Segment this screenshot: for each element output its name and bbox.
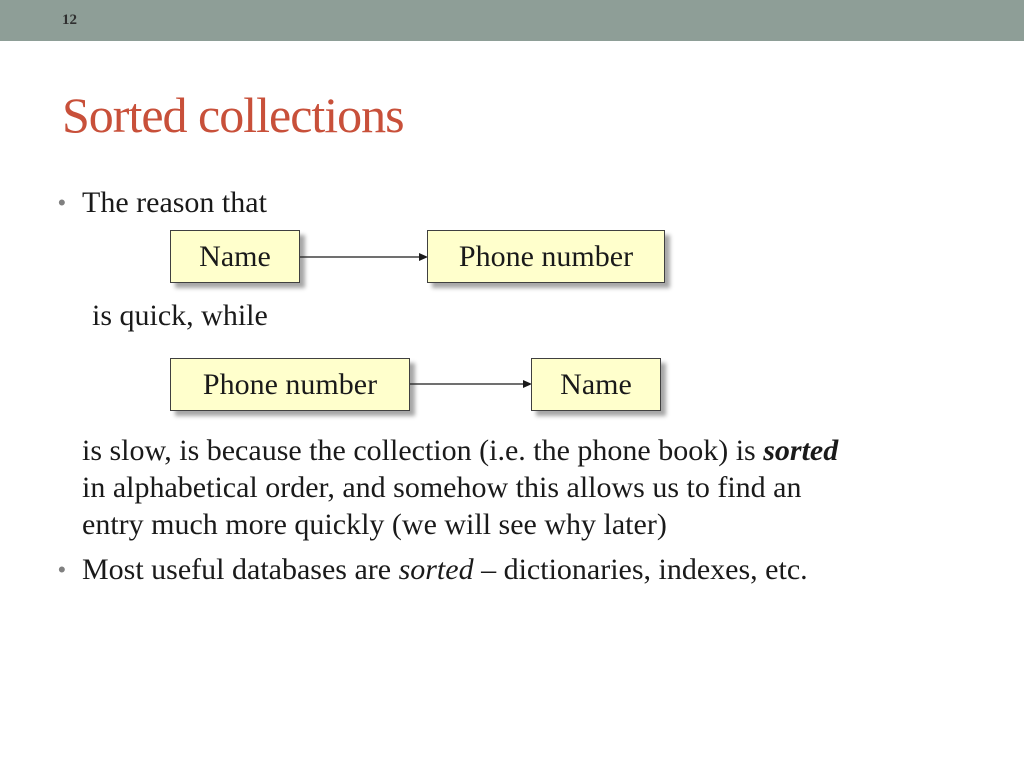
bullet2-after: – dictionaries, indexes, etc. bbox=[473, 553, 808, 586]
bullet1-emphasis: sorted bbox=[763, 434, 839, 467]
bullet1-line1-text: is slow, is because the collection (i.e. the phone book) is bbox=[82, 434, 764, 467]
diagram1-to-box: Phone number bbox=[427, 230, 665, 283]
bullet1-mid: is quick, while bbox=[92, 299, 268, 332]
bullet1-line1 bbox=[82, 432, 838, 469]
bullet2-text bbox=[82, 551, 808, 588]
diagram1-arrow bbox=[300, 250, 428, 264]
diagram2-from-box: Phone number bbox=[170, 358, 410, 411]
bullet-marker: • bbox=[58, 190, 66, 215]
slide-title: Sorted collections bbox=[62, 87, 404, 143]
diagram1-from-box: Name bbox=[170, 230, 300, 283]
bullet2-before: Most useful databases are bbox=[82, 553, 399, 586]
slide-number: 12 bbox=[62, 12, 77, 28]
bullet1-intro: The reason that bbox=[82, 186, 267, 219]
diagram2-arrow bbox=[410, 377, 532, 391]
bullet-marker: • bbox=[58, 557, 66, 582]
bullet1-line3: entry much more quickly (we will see why later) bbox=[82, 508, 667, 541]
diagram2-to-box: Name bbox=[531, 358, 661, 411]
header-bar bbox=[0, 0, 1024, 41]
bullet1-line2: in alphabetical order, and somehow this allows us to find an bbox=[82, 471, 802, 504]
bullet2-emphasis: sorted bbox=[398, 553, 474, 586]
